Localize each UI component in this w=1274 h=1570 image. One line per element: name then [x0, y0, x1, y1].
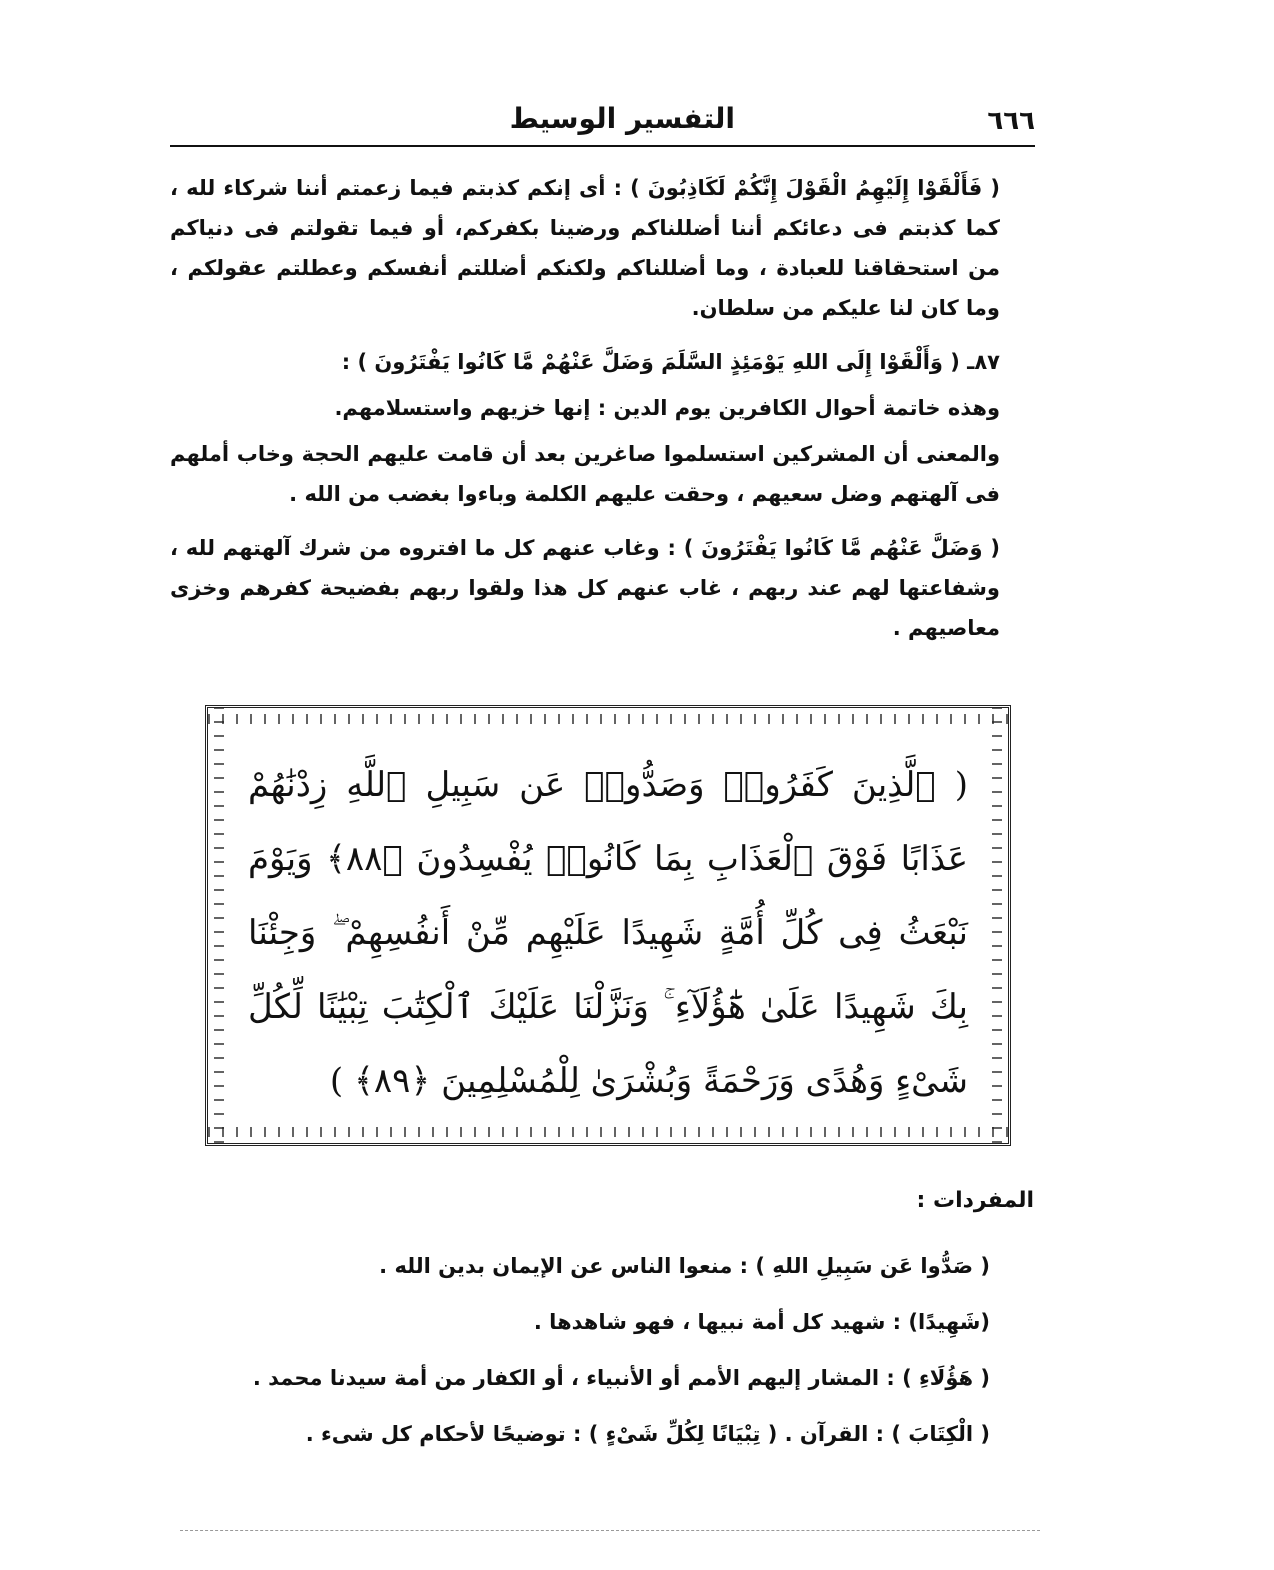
running-title: التفسير الوسيط [509, 102, 735, 135]
frame-ornament [208, 714, 1008, 724]
quran-verse: ( ٱلَّذِينَ كَفَرُوا۟ وَصَدُّوا۟ عَن سَبِيلِ ٱللَّهِ زِدْنَٰهُمْ عَذَابًا فَوْقَ ٱلْعَذَابِ بِمَا كَانُوا۟ يُفْسِدُونَ ﴿٨٨﴾ وَيَوْمَ نَبْعَثُ فِى كُلِّ أُمَّةٍ شَهِيدًا عَلَيْهِم مِّنْ أَنفُسِهِمْ ۖ وَجِئْنَا بِكَ شَهِيدًا عَلَىٰ هَٰٓؤُلَآءِ ۚ وَنَزَّلْنَا عَلَيْكَ ٱلْكِتَٰبَ تِبْيَٰنًا لِّكُلِّ شَىْءٍ وَهُدًى وَرَحْمَةً وَبُشْرَىٰ لِلْمُسْلِمِينَ ﴿٨٩﴾ ) [248, 765, 968, 1101]
paragraph: والمعنى أن المشركين استسلموا صاغرين بعد أن قامت عليهم الحجة وخاب أملهم فى آلهتهم وضل سعيهم ، وحقت عليهم الكلمة وباءوا بغضب من الله . [170, 442, 1000, 506]
vocabulary-item: ( صَدُّوا عَن سَبِيلِ اللهِ ) : منعوا الناس عن الإيمان بدين الله . [379, 1254, 990, 1278]
page-header [170, 100, 1035, 148]
commentary-text [170, 168, 1000, 662]
paragraph: ( وَضَلَّ عَنْهُم مَّا كَانُوا يَفْتَرُونَ ) : وغاب عنهم كل ما افتروه من شرك آلهتهم لله ، وشفاعتها لهم عند ربهم ، غاب عنهم كل هذا ولقوا ربهم بفضيحة كفرهم وخزى معاصيهم . [170, 536, 1000, 640]
paragraph: وهذه خاتمة أحوال الكافرين يوم الدين : إنها خزيهم واستسلامهم. [334, 396, 1000, 420]
vocabulary-item: (شَهِيدًا) : شهيد كل أمة نبيها ، فهو شاهدها . [533, 1310, 990, 1334]
vocabulary-list [200, 1238, 990, 1462]
frame-ornament [992, 708, 1002, 1143]
vocabulary-item: ( هَؤُلَاءِ ) : المشار إليهم الأمم أو الأنبياء ، أو الكفار من أمة سيدنا محمد . [252, 1366, 990, 1390]
vocabulary-item: ( الْكِتَابَ ) : القرآن . ( تِبْيَانًا لِكُلِّ شَىْءٍ ) : توضيحًا لأحكام كل شىء . [305, 1422, 990, 1446]
vocabulary-heading: المفردات : [916, 1188, 1034, 1213]
paragraph: ٨٧ـ ( وَأَلْقَوْا إِلَى اللهِ يَوْمَئِذٍ السَّلَمَ وَضَلَّ عَنْهُمْ مَّا كَانُوا يَفْتَرُونَ ) : [341, 350, 1000, 374]
frame-ornament [208, 1127, 1008, 1137]
paragraph: ( فَأَلْقَوْا إِلَيْهِمُ الْقَوْلَ إِنَّكُمْ لَكَاذِبُونَ ) : أى إنكم كذبتم فيما زعمتم أننا شركاء لله ، كما كذبتم فى دعائكم أننا أضللناكم ورضينا بكفركم، أو فيما تقولتم فى دنياكم من استحقاقنا للعبادة ، وما أضللناكم ولكنكم أضللتم أنفسكم وعطلتم عقولكم ، وما كان لنا عليكم من سلطان. [170, 176, 1000, 320]
frame-ornament [214, 708, 224, 1143]
verse-frame [205, 705, 1011, 1146]
header-rule [170, 145, 1035, 147]
footer-rule [180, 1530, 1040, 1531]
page-number: ٦٦٦ [987, 106, 1035, 136]
